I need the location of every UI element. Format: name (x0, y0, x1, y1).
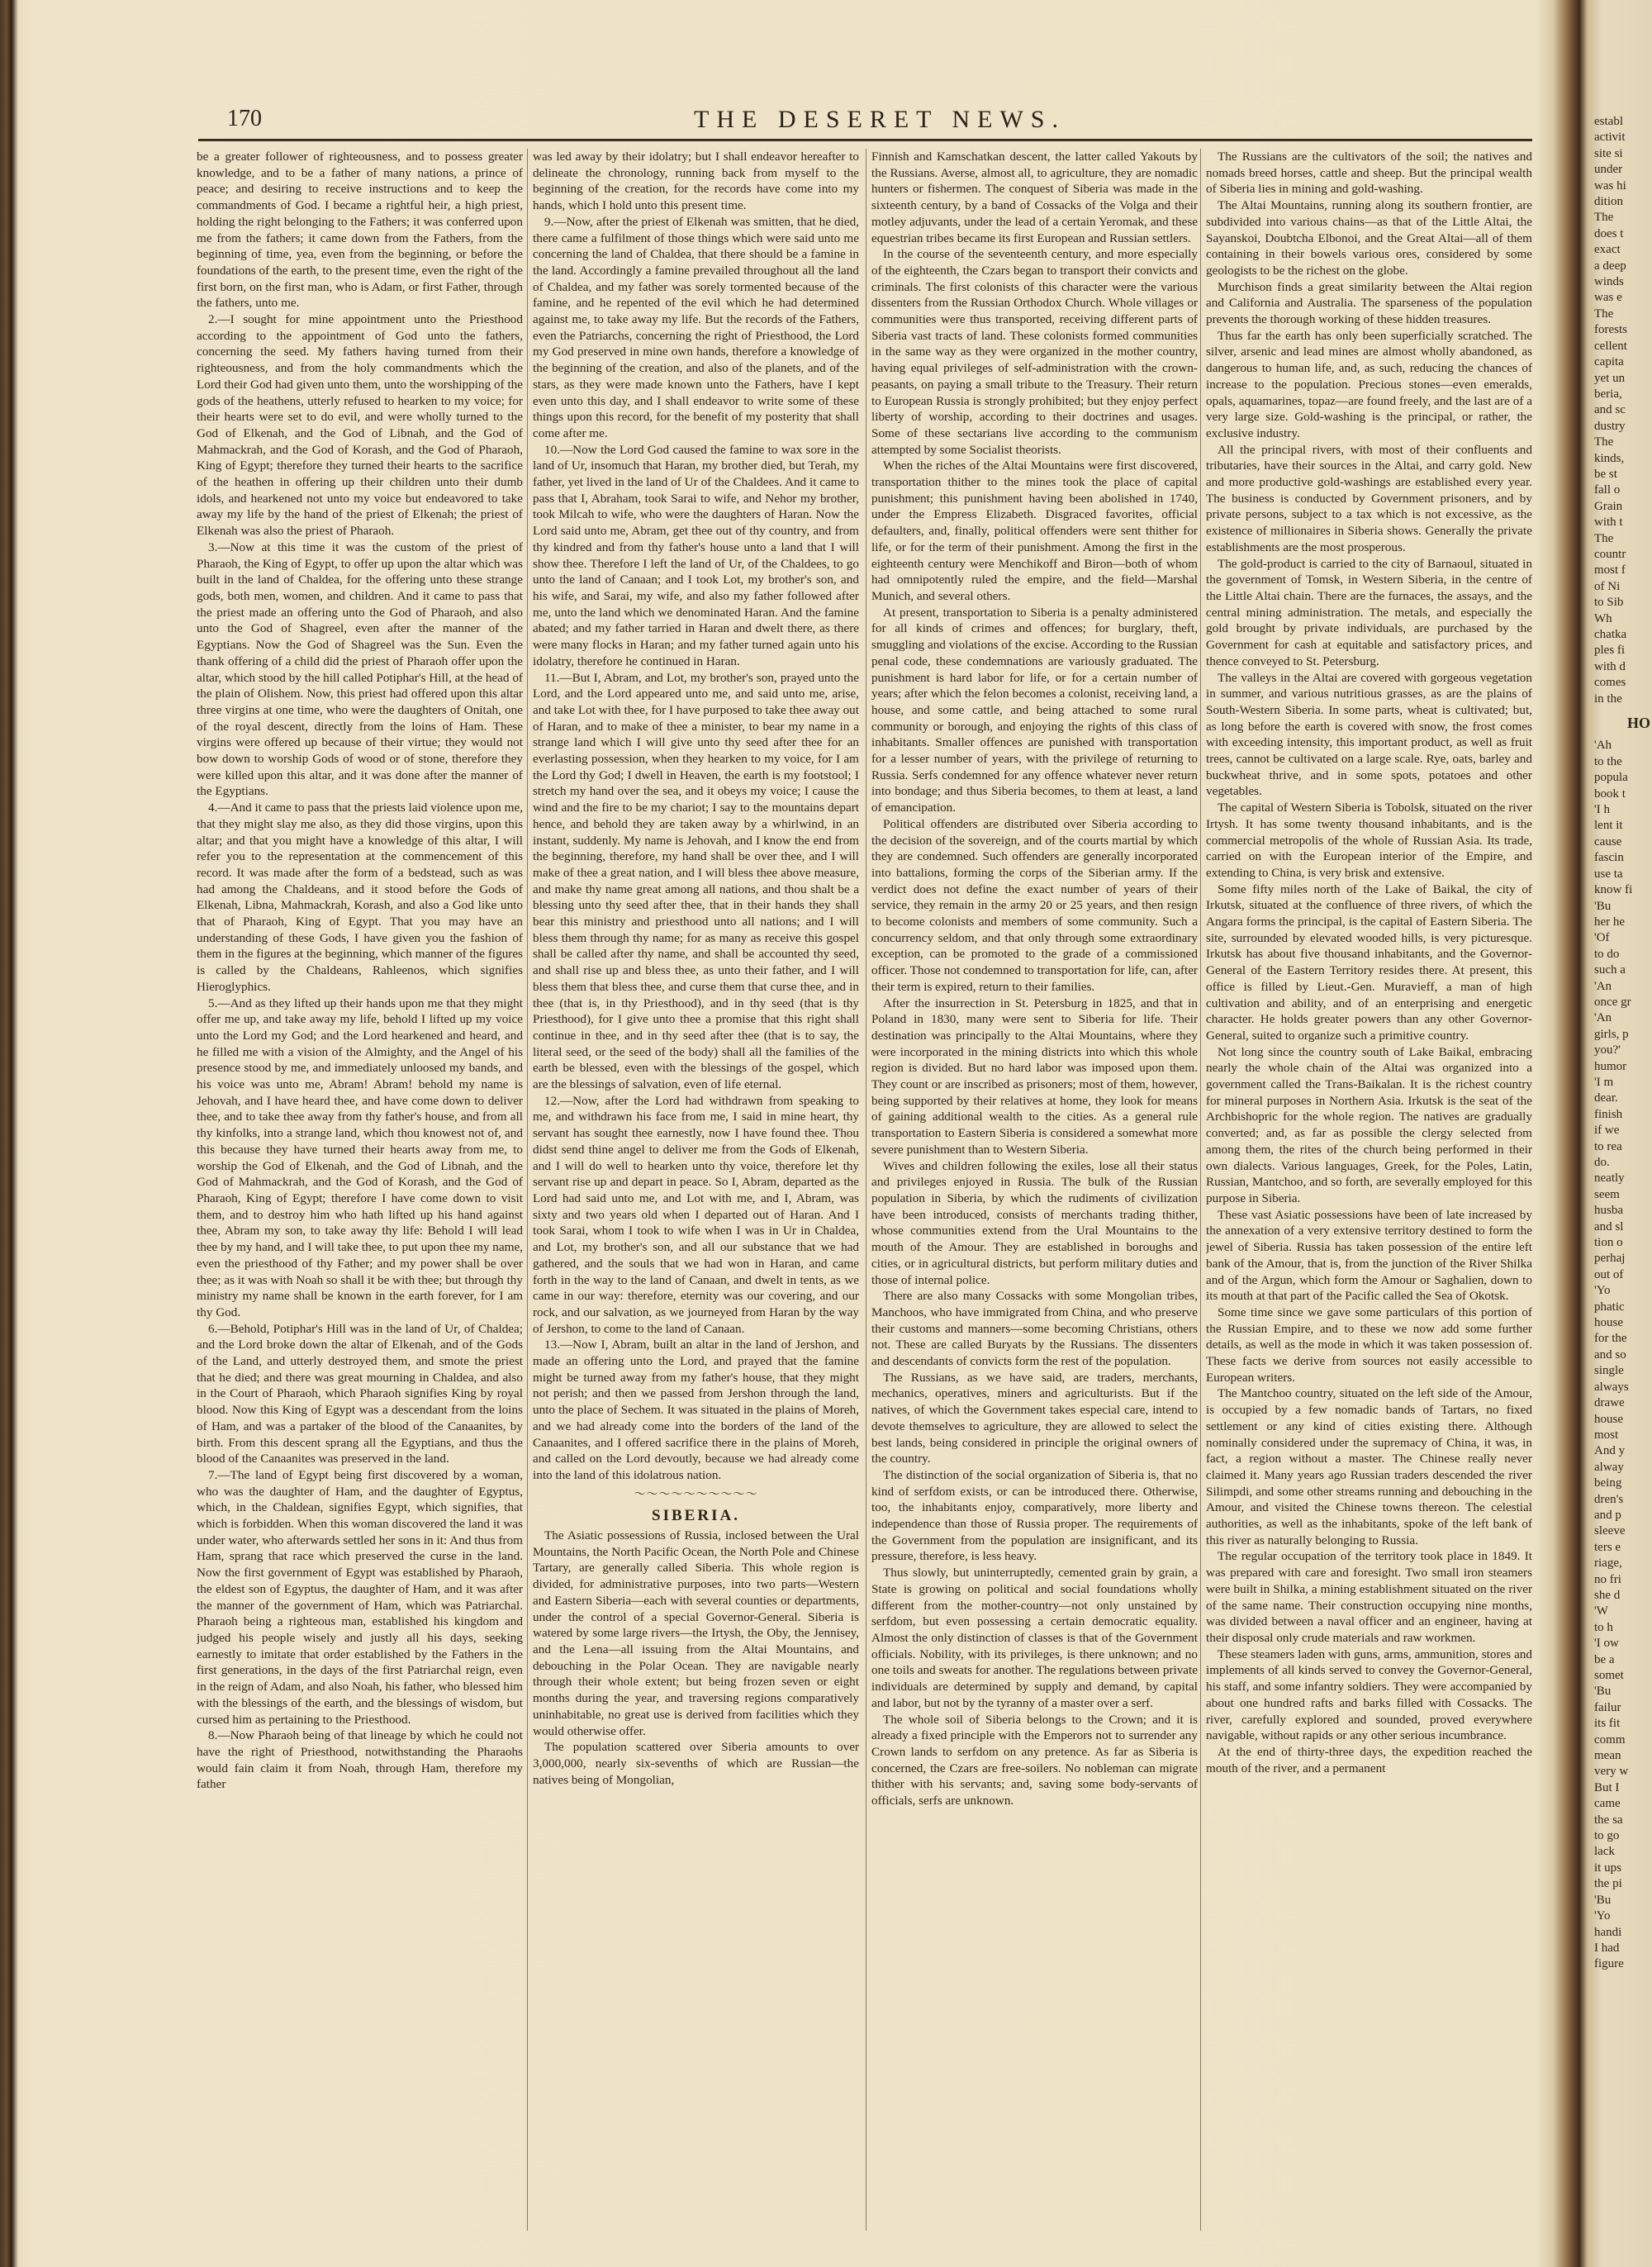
right-page-line: capita (1594, 355, 1624, 369)
paragraph: 5.—And as they lifted up their hands upon me that they might offer me up, and take away my life, behold I lifted up my voice unto the Lord my God; and the Lord hearkened and heard, and he filled me with a vision of the Almighty, and the Angel of his presence stood by me, and immediately unloosed my bands, and his voice was unto me, Abram! Abram! behold my name is Jehovah, and I have heard thee, and have come down to deliver thee, and to take thee away from thy father's house, and from all thy kinfolks, into a strange land, which thou knowest not of, and this because they have turned their hearts away from me, to worship the God of Elkenah, and the God of Libnah, and the God of Mahmackrah, and the God of Korash, and the God of Pharaoh, King of Egypt; therefore I have come down to visit them, and to destroy him who hath lifted up his hand against thee, Abram my son, to take away thy life: Behold I will lead thee by my hand, and I will take thee, to put upon thee my name, even the priesthood of thy Father; and my power shall be over thee; as it was with Noah so shall it be with thee; but through thy ministry my name shall be known in the earth forever, for I am thy God. (197, 996, 523, 1319)
column-divider (1200, 149, 1201, 2231)
right-page-line: always (1594, 1380, 1629, 1394)
paragraph: Some fifty miles north of the Lake of Baikal, the city of Irkutsk, situated at the confluence of three rivers, of which the Angara forms the principal, is the capital of Eastern Siberia. The site, surrounded by elevated wooded hills, is very picturesque. Irkutsk has about five thousand inhabitants, and the Governor-General of the Eastern Territory resides there. At present, this office is filled by Lieut.-Gen. Muravieff, a man of high cultivation and ability, and of an enterprising and energetic character. He holds greater powers than any other Governor-General, suited to organize such a primitive country. (1206, 882, 1532, 1043)
right-page-line: 'Yo (1594, 1284, 1611, 1298)
paragraph: 2.—I sought for mine appointment unto the Priesthood according to the appointment of God unto the fathers, concerning the seed. My fathers having turned from their righteousness, and from the holy commandments which the Lord their God had given unto them, unto the worshipping of the gods of the heathens, utterly refused to hearken to my voice; for their hearts were set to do evil, and were wholly turned to the God of Elkenah, and the God of Libnah, and the God of Mahmackrah, and the God of Korash, and the God of Pharaoh, King of Egypt; therefore they turned their hearts to the sacrifice of the heathen in offering up their children unto their dumb idols, and hearkened not unto my voice but endeavored to take away my life by the hand of the priest of Elkenah; the priest of Elkenah was also the priest of Pharaoh. (197, 312, 523, 539)
right-page-line: dustry (1594, 419, 1626, 433)
right-page-line: 'Bu (1594, 899, 1612, 913)
right-page-line: sleeve (1594, 1524, 1626, 1538)
right-page-line: with t (1594, 516, 1623, 530)
right-page-line: to go (1594, 1829, 1620, 1843)
right-page-line: 'Bu (1594, 1685, 1612, 1699)
right-page-line: cause (1594, 834, 1622, 848)
right-page-line: dear. (1594, 1091, 1618, 1105)
right-page-line: 'An (1594, 1011, 1612, 1025)
header-rule (198, 139, 1532, 141)
right-page-line: lent it (1594, 819, 1623, 833)
right-page-line: being (1594, 1476, 1622, 1490)
paragraph: 13.—Now I, Abram, built an altar in the land of Jershon, and made an offering unto the Lord, and prayed that the famine might be turned away from my father's house, that they might not perish; and then we passed from Jershon through the land, unto the place of Sechem. It was situated in the plains of Moreh, and we had already come into the borders of the land of the Canaanites, and I offered sacrifice there in the plains of Moreh, and called on the Lord devoutly, because we had already come into the land of this idolatrous nation. (533, 1338, 859, 1482)
paragraph: 7.—The land of Egypt being first discovered by a woman, who was the daughter of Ham, and the daughter of Egyptus, which, in the Chaldean, signifies Egypt, which signifies, that which is forbidden. When this woman discovered the land it was under water, who afterwards settled her sons in it: And thus from Ham, sprang that race which preserved the curse in the land. Now the first government of Egypt was established by Pharaoh, the eldest son of Egyptus, the daughter of Ham, and it was after the manner of the government of Ham, which was Patriarchal. Pharaoh being a righteous man, established his kingdom and judged his people wisely and justly all his days, seeking earnestly to imitate that order established by the Fathers in the first generations, in the days of the first Patriarchal reign, even in the reign of Adam, and also Noah, his father, who blessed him with the blessings of the earth, and the blessings of wisdom, but cursed him as pertaining to the Priesthood. (197, 1467, 523, 1727)
right-page-line: under (1594, 163, 1623, 177)
right-page-line: was hi (1594, 178, 1626, 192)
right-page-line: phatic (1594, 1300, 1625, 1314)
right-page-line: fascin (1594, 851, 1624, 865)
right-page-lines-bottom (1594, 738, 1652, 1972)
right-page-line: ters e (1594, 1540, 1621, 1554)
paragraph: 8.—Now Pharaoh being of that lineage by which he could not have the right of Priesthood, notwithstanding the Pharaohs would fain claim it from Noah, through Ham, therefore my father (197, 1728, 523, 1792)
right-page-line: and sl (1594, 1219, 1624, 1233)
right-page-line: most (1594, 1428, 1619, 1442)
column-1-book-of-abraham (197, 149, 523, 2231)
right-page-text (1594, 114, 1652, 1973)
right-page-line: drawe (1594, 1396, 1625, 1410)
paragraph: The distinction of the social organization of Siberia is, that no kind of serfdom exists, or can be introduced there. Otherwise, too, the inhabitants enjoy, comparatively, more liberty and independence than those of Russia proper. The requirements of the Government from the population are insignificant, and its pressure, therefore, is less heavy. (871, 1467, 1198, 1564)
column-4-siberia (1206, 149, 1532, 2231)
paragraph: 10.—Now the Lord God caused the famine to wax sore in the land of Ur, insomuch that Haran, my brother died, but Terah, my father, yet lived in the land of Ur of the Chaldees. And it came to pass that I, Abraham, took Sarai to wife, and Nehor my brother, took Milcah to wife, who were the daughters of Haran. Now the Lord said unto me, Abram, get thee out of thy country, and from thy kindred and from thy father's house unto a land that I will show thee. Therefore I left the land of Ur, of the Chaldees, to go unto the land of Canaan; and I took Lot, my brother's son, and his wife, and Sarai, my wife, and also my father followed after me, unto the land which we denominated Haran. And the famine abated; and my father tarried in Haran and dwelt there, as there were many flocks in Haran; and my father turned again unto his idolatry, therefore he continued in Haran. (533, 442, 859, 668)
right-page-line: figure (1594, 1957, 1624, 1971)
right-page-line: site si (1594, 146, 1623, 160)
right-page-line: to rea (1594, 1139, 1622, 1153)
right-page-line: But I (1594, 1780, 1620, 1794)
right-page-line: do. (1594, 1156, 1610, 1169)
siberia-heading: SIBERIA. (652, 1507, 740, 1525)
right-page-line: I had (1594, 1941, 1620, 1955)
right-page-line: to do (1594, 947, 1620, 961)
right-page-line: house (1594, 1412, 1623, 1426)
right-page-line: most f (1594, 563, 1626, 577)
right-page-line: to the (1594, 754, 1622, 768)
paragraph: 3.—Now at this time it was the custom of the priest of Pharaoh, the King of Egypt, to offer up upon the altar which was built in the land of Chaldea, for the offering unto these strange gods, both men, women, and children. And it came to pass that the priest made an offering unto the God of Pharaoh, and also unto the God of Shagreel, even after the manner of the Egyptians. Now the God of Shagreel was the Sun. Even the thank offering of a child did the priest of Pharaoh offer upon the altar, which stood by the hill called Potiphar's Hill, at the head of the plain of Olishem. Now, this priest had offered upon this altar three virgins at one time, who were the daughters of Onitah, one of the royal descent, directly from the loins of Ham. These virgins were offered up because of their virtue; they would not bow down to worship Gods of wood or of stone, therefore they were killed upon this altar, and it was done after the manner of the Egyptians. (197, 539, 523, 799)
right-page-line: single (1594, 1364, 1624, 1378)
paragraph: 12.—Now, after the Lord had withdrawn from speaking to me, and withdrawn his face from me, I said in mine heart, thy servant has sought thee earnestly, now I have found thee. Thou didst send thine angel to deliver me from the Gods of Elkenah, and I will do well to hearken unto thy voice, therefore let thy servant rise up and depart in peace. So I, Abram, departed as the Lord had said unto me, and Lot with me, and I, Abram, was sixty and two years old when I departed out of Haran. And I took Sarai, whom I took to wife when I was in Ur in Chaldea, and Lot, my brother's son, and all our substance that we had gathered, and the souls that we had won in Haran, and came forth in the way to the land of Canaan, and dwelt in tents, as we came in our way: therefore, eternity was our covering, and our rock, and our salvation, as we journeyed from Haran by the way of Jershon, to come to the land of Canaan. (533, 1093, 859, 1336)
right-page-line: 'I m (1594, 1075, 1614, 1089)
paragraph: There are also many Cossacks with some Mongolian tribes, Manchoos, who have immigrated from China, and who preserve their customs and manners—some becoming Christians, others not. These are called Buryats by the Russians. The dissenters and descendants of convicts form the rest of the population. (871, 1289, 1198, 1369)
right-page-line: somet (1594, 1669, 1624, 1682)
right-page-line: 'I ow (1594, 1637, 1619, 1651)
right-page-line: no fri (1594, 1572, 1621, 1586)
column-divider (527, 149, 528, 2231)
right-page-line: once gr (1594, 995, 1631, 1009)
right-page-line: ples fi (1594, 644, 1626, 658)
right-page-line: the sa (1594, 1813, 1623, 1827)
paragraph: 11.—But I, Abram, and Lot, my brother's son, prayed unto the Lord, and the Lord appeared unto me, and said unto me, arise, and take Lot with thee, for I have purposed to take thee away out of Haran, and to make of thee a minister, to bear my name in a strange land which I will give unto thy seed after thee for an everlasting possession, when they hearken to my voice, for I am the Lord thy God; I dwell in Heaven, the earth is my footstool; I stretch my hand over the sea, and it obeys my voice; I cause the wind and the fire to be my chariot; I say to the mountains depart hence, and behold they are taken away by a whirlwind, in an instant, suddenly. My name is Jehovah, and I know the end from the beginning, therefore, my hand shall be over thee, and I will make of thee a great nation, and I will bless thee above measure, and make thy name great among all nations, and thou shalt be a blessing unto thy seed after thee, that in their hands they shall bear this ministry and priesthood unto all nations; and I will bless them through thy name; for as many as receive this gospel shall be called after thy name, and shall be accounted thy seed, and shall rise up and bless thee, as unto their father, and I will bless them that bless thee, and curse them that curse thee, and in thee (that is, in thy Priesthood), and in thy seed (that is thy Priesthood), for I give unto thee a promise that this right shall continue in thee, and in thy seed after thee (that is to say, the literal seed, or the seed of the body) shall all the families of the earth be blessed, even with the blessings of the gospel, which are the blessings of salvation, even of life eternal. (533, 670, 859, 1092)
right-page-line: in the (1594, 692, 1622, 706)
right-page-line: fall o (1594, 483, 1621, 497)
paragraph: At present, transportation to Siberia is a penalty administered for all kinds of crimes and offences; for burglary, theft, smuggling and violations of the excise. According to the Russian penal code, these condemnations are variously graduated. The punishment is hard labor for life, or for a certain number of years; after which the felon becomes a colonist, receiving land, a house, and some cattle, and being attached to some rural community or borough, and enjoying the rights of this class of inhabitants. Smaller offences are punished with transportation for a lesser number of years, with the privilege of returning to Russia. Serfs condemned for any offence whatever never return into bondage; and thus Siberia becomes, to them at least, a land of emancipation. (871, 605, 1198, 815)
right-page-line: beria, (1594, 387, 1622, 401)
right-page-line: and p (1594, 1508, 1621, 1522)
right-page-line: its fit (1594, 1717, 1621, 1731)
right-page-lines-top (1594, 114, 1652, 707)
right-page-line: to h (1594, 1620, 1613, 1634)
right-page-line: humor (1594, 1059, 1627, 1073)
right-page-line: does t (1594, 226, 1624, 240)
right-page-line: mean (1594, 1749, 1621, 1763)
right-page-line: neatly (1594, 1172, 1625, 1186)
abraham-continued (533, 149, 859, 1484)
right-page-line: use ta (1594, 867, 1623, 881)
paragraph: The Mantchoo country, situated on the left side of the Amour, is occupied by a few nomadic bands of Tartars, no fixed settlement or any kind of cities existing there. Although nominally considered under the supremacy of China, it was, in fact, a region without a master. The Chinese really never claimed it. Many years ago Russian traders descended the river Silimpdi, and some other streams running and debouching in the Amour, and visited the Chinese towns thereon. The celestial authorities, as well as the inhabitants, spoke of the left bank of this river as naturally belonging to Russia. (1206, 1386, 1532, 1547)
right-page-line: you?' (1594, 1043, 1621, 1057)
right-page-line: perhaj (1594, 1252, 1626, 1266)
right-page-line: if we (1594, 1124, 1620, 1138)
right-page-line: 'Ah (1594, 739, 1612, 753)
paragraph: The Russians, as we have said, are traders, merchants, mechanics, operatives, miners and agriculturists. But if the natives, of which the Government takes especial care, intend to devote themselves to agriculture, they are allowed to select the best lands, being considered in principle the original owners of the country. (871, 1370, 1198, 1466)
right-page-line: kinds, (1594, 451, 1625, 465)
right-page-line: activit (1594, 131, 1626, 145)
right-page-line: to Sib (1594, 596, 1624, 610)
right-page-line: countr (1594, 547, 1626, 561)
right-page-line: know fi (1594, 883, 1633, 897)
paragraph: The gold-product is carried to the city of Barnaoul, situated in the government of Tomsk, in Western Siberia, in the centre of the Little Altai chain. There are the furnaces, the assays, and the central mining administration. The metals, and especially the gold brought by private individuals, are purchased by the Government for cash at equitable and satisfactory prices, and thence conveyed to St. Petersburg. (1206, 556, 1532, 668)
right-page-line: came (1594, 1797, 1621, 1811)
right-page-line: tion o (1594, 1236, 1623, 1250)
paragraph: The Asiatic possessions of Russia, inclosed between the Ural Mountains, the North Pacific Ocean, the North Pole and Chinese Tartary, are generally called Siberia. This whole region is divided, for administrative purposes, into two parts—Western and Eastern Siberia—each with several counties or departments, under the control of a special Governor-General. Siberia is watered by some large rivers—the Irtysh, the Oby, the Jennisey, and the Lena—all issuing from the Altai Mountains, and debouching in the Polar Ocean. They are navigable nearly through their whole extent; but being frozen seven or eight months during the year, and traversing regions comparatively uninhabitable, no great use is derived from facilities which they would otherwise offer. (533, 1528, 859, 1738)
right-page-line: and sc (1594, 403, 1626, 417)
right-page-line: comes (1594, 676, 1626, 690)
paragraph: The Russians are the cultivators of the soil; the natives and nomads breed horses, cattle and sheep. But the principal wealth of Siberia lies in mining and gold-washing. (1206, 150, 1532, 197)
paragraph: At the end of thirty-three days, the expedition reached the mouth of the river, and a permanent (1206, 1744, 1532, 1775)
paragraph: All the principal rivers, with most of their confluents and tributaries, have their sources in the Altai, and carry gold. New and more productive gold-washings are established every year. The business is conducted by Government prisoners, and by private persons, subject to a tax which is not excessive, as the existence of millionaires in Siberia shows. Generally the private establishments are the most prosperous. (1206, 442, 1532, 554)
paragraph: The Altai Mountains, running along its southern frontier, are subdivided into various chains—as that of the Little Altai, the Sayanskoi, Doubtcha Elbonoi, and the Great Altai—all of them containing in their bowels various ores, considered by some geologists to be the richest on the globe. (1206, 198, 1532, 278)
right-page-line: out of (1594, 1267, 1624, 1281)
right-page-line: Grain (1594, 499, 1623, 513)
right-page-line: riage, (1594, 1556, 1622, 1571)
page-number: 170 (227, 106, 262, 131)
right-page-line: girls, p (1594, 1027, 1629, 1041)
right-page-line: The (1594, 531, 1614, 545)
right-page-line: winds (1594, 275, 1624, 289)
right-page-line: Wh (1594, 611, 1612, 625)
paragraph: Not long since the country south of Lake Baikal, embracing nearly the whole chain of the Altai was organized into a government called the Trans-Baikalan. It is the richest country for mineral purposes in Northern Asia. Irkutsk is the seat of the Archbishopric for the whole region. The natives are gradually converted; and, as far as possible the clergy selected from among them, the rites of the church being performed in their own dialects. Various languages, Greek, for the Poles, Latin, Russian, Mantchoo, and so forth, are severally employed for this purpose in Siberia. (1206, 1044, 1532, 1205)
right-page-line: be st (1594, 467, 1617, 481)
right-page-line: forests (1594, 323, 1627, 337)
siberia-article-start (533, 1528, 859, 1788)
right-page-line: very w (1594, 1765, 1629, 1779)
right-page-line: it ups (1594, 1861, 1621, 1875)
right-page-line: 'An (1594, 979, 1612, 993)
right-page-line: the pi (1594, 1877, 1622, 1891)
paragraph: Thus slowly, but uninterruptedly, cemented grain by grain, a State is growing on political and social foundations wholly different from the mother-country—not only unstained by serfdom, but even possessing a certain democratic equality. Almost the only distinction of classes is that of the Government officials. Nobility, with its privileges, is there unknown; and no one toils and sweats for another. The regulations between private individuals are determined by supply and demand, by capital and labor, but not by the tyranny of a master over a serf. (871, 1566, 1198, 1710)
right-page-line: book t (1594, 787, 1626, 801)
right-page-line: handi (1594, 1925, 1622, 1939)
paragraph: was led away by their idolatry; but I shall endeavor hereafter to delineate the chronology, running back from myself to the beginning of the creation, for the records have come into my hands, which I hold unto this present time. (533, 150, 859, 213)
right-page-line: with d (1594, 659, 1626, 673)
right-page-line: finish (1594, 1107, 1623, 1121)
right-page-line: And y (1594, 1444, 1626, 1458)
right-page-line: be a (1594, 1652, 1615, 1666)
right-page-line: she d (1594, 1588, 1621, 1602)
paragraph: Some time since we gave some particulars of this portion of the Russian Empire, and to these we now add some further details, as well as the mode in which it was taken possession of. These facts we derive from sources not easily accessible to European writers. (1206, 1305, 1532, 1385)
right-page-line: exact (1594, 243, 1621, 257)
right-page-line: cellent (1594, 339, 1627, 353)
column-3-siberia (871, 149, 1198, 2231)
paragraph: The regular occupation of the territory took place in 1849. It was prepared with care and foresight. Two small iron steamers were built in Shilka, a mining establishment situated on the river of the same name. Their construction occupying nine months, was divided between a naval officer and an engineer, having at their disposal only crude materials and raw workmen. (1206, 1549, 1532, 1645)
paragraph: 6.—Behold, Potiphar's Hill was in the land of Ur, of Chaldea; and the Lord broke down the altar of Elkenah, and of the Gods of the Land, and utterly destroyed them, and smote the priest that he died; and there was great mourning in Chaldea, and also in the Court of Pharaoh, which Pharaoh signifies King by royal blood. Now this King of Egypt was a descendant from the loins of Ham, and was a partaker of the blood of the Canaanites, by birth. From this descent sprang all the Egyptians, and thus the blood of the Canaanites was preserved in the land. (197, 1321, 523, 1466)
right-page-line: comm (1594, 1732, 1626, 1747)
paragraph: be a greater follower of righteousness, and to possess greater knowledge, and to be a father of many nations, a prince of peace; and desiring to receive instructions and to keep the commandments of God. I became a rightful heir, a high priest, holding the right belonging to the Fathers; it was conferred upon me from the fathers; it came down from the Fathers, from the beginning of time, yea, even from the beginning, or before the foundations of the earth, to the present time, even the right of the first born, on the first man, who is Adam, or first Father, through the fathers, unto me. (197, 150, 523, 311)
right-page-strip (1588, 0, 1652, 2267)
right-page-line: popula (1594, 771, 1628, 785)
right-page-line: yet un (1594, 371, 1626, 385)
right-page-line: of Ni (1594, 579, 1621, 593)
right-page-line: and so (1594, 1347, 1626, 1362)
paragraph: These vast Asiatic possessions have been of late increased by the annexation of a very extensive territory destined to form the jewel of Siberia. Russia has taken possession of the entire left bank of the Amour, that is, from the junction of the River Shilka and of the Argun, which form the Amour or Saghalien, down to its mouth at that part of the Pacific called the Sea of Okotsk. (1206, 1207, 1532, 1304)
paragraph: Murchison finds a great similarity between the Altai region and California and Australia. The sparseness of the population prevents the thorough working of these hidden treasures. (1206, 279, 1532, 327)
right-page-line: seem (1594, 1187, 1620, 1201)
paragraph: These steamers laden with guns, arms, ammunition, stores and implements of all kinds served to convey the Governor-General, his staff, and some infantry soldiers. They were accompanied by about one hundred rafts and barks filled with Cossacks. The river, carefully explored and sounded, proved everywhere navigable, without rapids or any other serious incumbrance. (1206, 1647, 1532, 1743)
paragraph: Wives and children following the exiles, lose all their status and privileges enjoyed in Russia. The bulk of the Russian population in Siberia, by which the rudiments of civilization have been introduced, consists of merchants trading thither, whose communities extend from the Ural Mountains to the mouth of the Amour. They are established in boroughs and cities, or in agricultural districts, but perform military duties and those of internal police. (871, 1158, 1198, 1287)
right-page-line: a deep (1594, 259, 1626, 273)
right-page-line: failur (1594, 1700, 1621, 1714)
right-page-line: 'I h (1594, 803, 1610, 817)
right-page-line: The (1594, 435, 1614, 449)
paragraph: When the riches of the Altai Mountains were first discovered, transportation thither to the mines took the place of capital punishment; this punishment having been abolished in 1740, under the Empress Elizabeth. Disgraced favorites, official defaulters, and, finally, political offenders were sent thither for life, or for the term of their punishment. Among the first in the eighteenth century were Menchikoff and Biron—both of whom had omnipotently ruled the empire, and the field—Marshal Munich, and several others. (871, 459, 1198, 603)
right-page-line: dition (1594, 195, 1624, 209)
column-2 (533, 149, 859, 2231)
right-page-line: 'Of (1594, 931, 1610, 945)
right-page-line: 'Yo (1594, 1909, 1611, 1923)
right-page-line: was e (1594, 291, 1622, 305)
right-page-line: establ (1594, 115, 1623, 128)
right-page-line: alway (1594, 1460, 1624, 1474)
right-page-line: The (1594, 211, 1614, 225)
ornament-divider: ～～～～～～～～～～ (634, 1488, 758, 1501)
paragraph: The population scattered over Siberia amounts to over 3,000,000, nearly six-sevenths of which are Russian—the natives being of Mongolian, (533, 1740, 859, 1787)
right-page-line: such a (1594, 963, 1626, 977)
right-page-line: her he (1594, 915, 1626, 929)
right-page-line: 'W (1594, 1604, 1608, 1618)
paragraph: 9.—Now, after the priest of Elkenah was smitten, that he died, there came a fulfilment of those things which were said unto me concerning the land of Chaldea, that there should be a famine in the land. Accordingly a famine prevailed throughout all the land of Chaldea, and my father was sorely tormented because of the famine, and he repented of the evil which he had determined against me, to take away my life. But the records of the Fathers, even the Patriarchs, concerning the right of Priesthood, the Lord my God preserved in mine own hands, therefore a knowledge of the beginning of the creation, and also of the planets, and of the stars, as they were made known unto the Fathers, have I kept even unto this day, and I shall endeavor to write some of these things upon this record, for the benefit of my posterity that shall come after me. (533, 214, 859, 440)
paragraph: The valleys in the Altai are covered with gorgeous vegetation in summer, and various nutritious grasses, as are the plains of South-Western Siberia. In some parts, wheat is cultivated; but, as long before the earth is covered with snow, the frost comes with exceeding intensity, this important product, as well as fruit trees, cannot be cultivated on a large scale. Rye, oats, barley and buckwheat thrive, and in some spots, potatoes and other vegetables. (1206, 670, 1532, 799)
right-page-line: lack (1594, 1845, 1615, 1859)
right-page-line: chatka (1594, 628, 1627, 641)
right-page-line: dren's (1594, 1492, 1624, 1506)
paragraph: Finnish and Kamschatkan descent, the latter called Yakouts by the Russians. Averse, almost all, to agriculture, they are nomadic hunters or fishermen. The conquest of Siberia was made in the sixteenth century, by a band of Cossacks of the Volga and their motley adjuvants, under the lead of a certain Yeromak, and these equestrian tribes became its first European and Russian settlers. (871, 150, 1198, 245)
right-page-line: husba (1594, 1204, 1623, 1218)
paragraph: Thus far the earth has only been superficially scratched. The silver, arsenic and lead mines are almost wholly abandoned, as dangerous to human life, and, as such, reducing the chances of increase to the population. Precious stones—even emeralds, opals, aquamarines, topaz—are found freely, and the last are of a very large size. Gold-washing is the principal, or rather, the exclusive industry. (1206, 328, 1532, 440)
paragraph: In the course of the seventeenth century, and more especially of the eighteenth, the Czars began to transport their convicts and criminals. The first colonists of this character were the various dissenters from the Russian Orthodox Church. Whole villages or communities were thus transported, receiving different parts of Siberia vast tracts of land. These colonists formed communities in the same way as they were organized in the mother country, having equal privileges of self-administration with the crown-peasants, on paying a small tribute to the Treasury. Their return to European Russia is strongly prohibited; but they enjoy perfect liberty of worship, according to their doctrines and usages. Some of these sectarians live according to the communism attempted by some Socialist theorists. (871, 247, 1198, 457)
paragraph: The whole soil of Siberia belongs to the Crown; and it is already a fixed principle with the Emperors not to surrender any Crown lands to serfdom on any pretence. As far as Siberia is concerned, the Czars are free-soilers. No nobleman can migrate thither with his servants; and, saving some body-servants of officials, serfs are unknown. (871, 1712, 1198, 1808)
paragraph: The capital of Western Siberia is Tobolsk, situated on the river Irtysh. It has some twenty thousand inhabitants, and is the commercial metropolis of the whole of Russian Asia. Its trade, carried on with the European interior of the Empire, and extending to China, is very brisk and extensive. (1206, 801, 1532, 880)
masthead-title: THE DESERET NEWS. (694, 106, 1066, 133)
right-page-heading: HO (1627, 715, 1651, 732)
right-page-line: The (1594, 307, 1614, 321)
right-page-line: for the (1594, 1332, 1627, 1346)
paragraph: Political offenders are distributed over Siberia according to the decision of the sovereign, and of the courts martial by which they are condemned. Such offenders are generally incorporated into battalions, forming the corps of the Siberian army. If the verdict does not define the exact number of years of their service, they remain in the army 20 or 25 years, and then resign to become colonists and members of some community. Such a concurrency seldom, and that only through some extraordinary exception, can be promoted to the grade of a commissioned officer. Those not condemned to transportation for life, can, after their term is expired, return to their families. (871, 816, 1198, 994)
right-page-line: 'Bu (1594, 1893, 1612, 1907)
paragraph: After the insurrection in St. Petersburg in 1825, and that in Poland in 1830, many were sent to Siberia for life. Their destination was principally to the Altai Mountains, where they were incorporated in the mining districts into which this whole region is divided. But no hard labor was imposed upon them. They count or are inscribed as prisoners; most of them, however, being supported by their relatives at home, they look for means of gaining additional wealth to the cities. As a general rule transportation to Eastern Siberia is considered a somewhat more severe punishment than to Western Siberia. (871, 996, 1198, 1157)
paragraph: 4.—And it came to pass that the priests laid violence upon me, that they might slay me also, as they did those virgins, upon this altar; and that you might have a knowledge of this altar, I will refer you to the representation at the commencement of this record. It was made after the form of a bedstead, such as was had among the Chaldeans, and it stood before the Gods of Elkenah, Libna, Mahmackrah, Korash, and also a God like unto that of Pharaoh, King of Egypt. That you may have an understanding of these Gods, I have given you the fashion of them in the figures at the beginning, which manner of the figures is called by the Chaldeans, Rahleenos, which signifies Hieroglyphics. (197, 801, 523, 994)
right-page-line: house (1594, 1316, 1623, 1330)
